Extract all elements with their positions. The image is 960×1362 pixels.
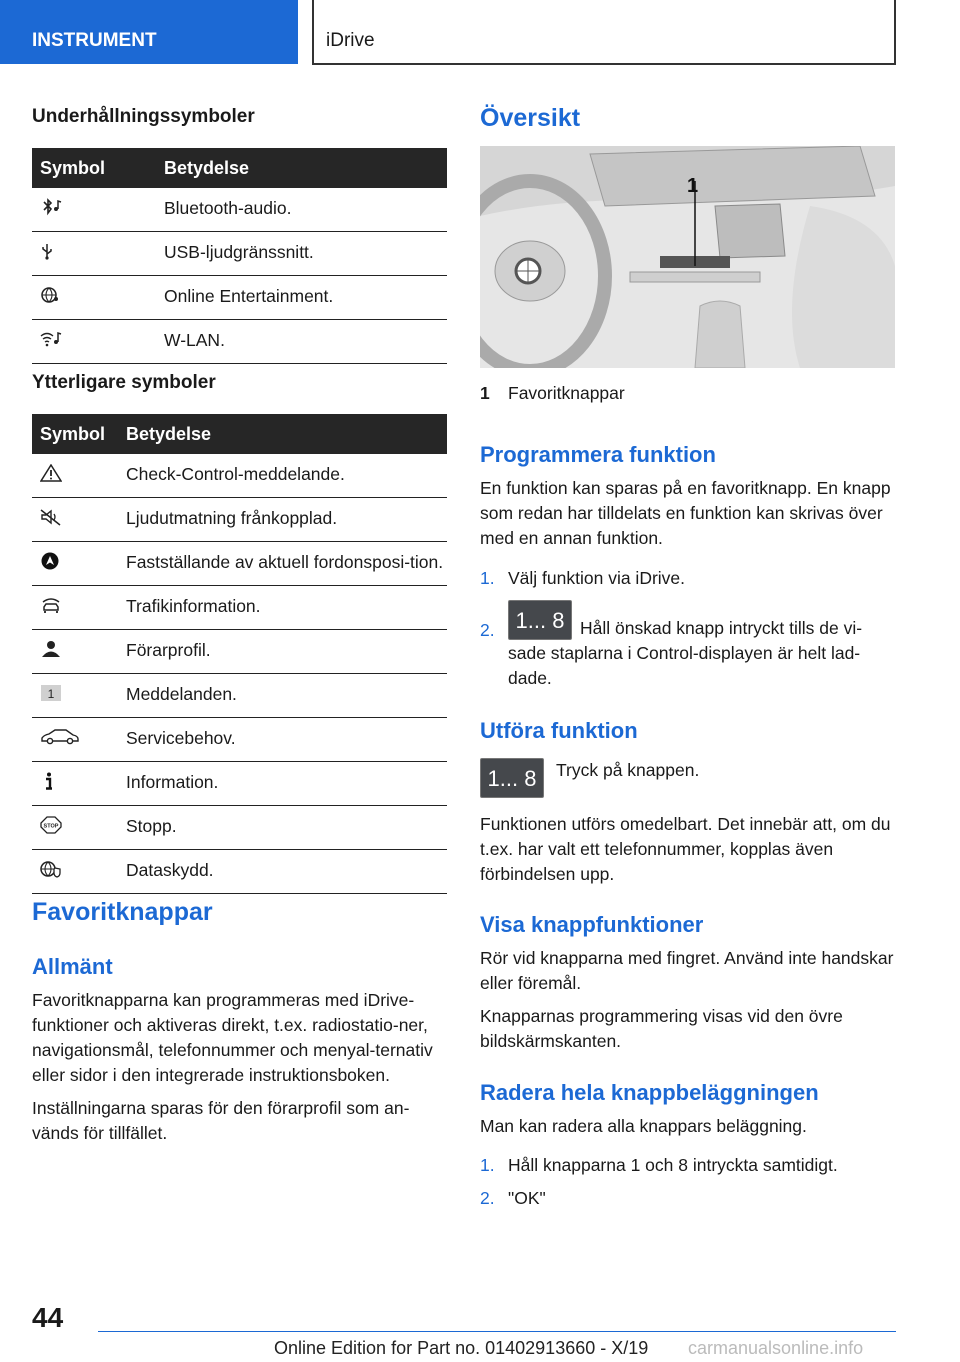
table-row [32,718,447,762]
warning-triangle-icon [40,464,62,482]
table-row [32,850,447,894]
dashboard-illustration [480,146,895,368]
execute-body: Funktionen utförs omedelbart. Det innebär att, om du t.ex. har valt ett telefonnummer, kopplas även förbindelsen upp. [480,814,891,884]
online-entertainment-icon [40,286,62,304]
table-row [32,674,447,718]
footer-edition: Online Edition for Part no. 01402913660 - X/19 [274,1338,649,1358]
symbol-meaning: Förarprofil. [118,630,447,674]
symbol-meaning: Meddelanden. [118,674,447,718]
step-text: Håll knapparna 1 och 8 intryckta samtidigt. [508,1155,838,1175]
message-icon-number: 1 [47,687,55,701]
table-row [32,542,447,586]
list-item [480,1153,895,1178]
favorite-key-button: 1... 8 [480,758,544,798]
symbol-meaning: Check-Control-meddelande. [118,454,447,498]
symbol-meaning: Bluetooth-audio. [156,188,447,232]
mute-icon [40,508,62,526]
step-number: 2. [480,1188,495,1208]
col-header-symbol: Symbol [32,148,156,188]
footer-rule [98,1331,896,1332]
step-text: "OK" [508,1188,546,1208]
step-text: Håll önskad knapp intryckt tills de vi-sade staplarna i Control-displayen är helt lad-dade. [508,618,863,688]
stop-icon-text: STOP [43,823,59,830]
chapter-tab: iDrive [312,0,896,65]
erase-title: Radera hela knappbeläggningen [480,1080,819,1105]
symbol-meaning: Online Entertainment. [156,276,447,320]
entertainment-symbol-table [32,148,447,364]
symbol-meaning: Information. [118,762,447,806]
symbol-meaning: Servicebehov. [118,718,447,762]
step-number: 2. [480,620,495,640]
show-paragraph: Rör vid knapparna med fingret. Använd inte handskar eller föremål. [480,948,894,993]
program-intro: En funktion kan sparas på en favoritknapp. En knapp som redan har tilldelats en funktion kan skrivas över med en annan funktion. [480,478,891,548]
general-paragraph: Favoritknapparna kan programmeras med iDrive-funktioner och aktiveras direkt, t.ex. radiostatio-ner, navigationsmål, telefonnummer och menyal-ternativ eller sidor i den integrerade instruktionsboken. [32,990,433,1085]
col-header-symbol: Symbol [32,414,118,454]
symbol-meaning: Fastställande av aktuell fordonsposi-tion. [118,542,447,586]
further-symbols-title: Ytterligare symboler [32,372,216,393]
entertainment-table-wrap [32,148,447,364]
traffic-info-icon [40,596,62,614]
legend-number: 1 [480,383,490,403]
symbol-meaning: Trafikinformation. [118,586,447,630]
driver-profile-icon [40,640,62,658]
table-row [32,586,447,630]
program-title: Programmera funktion [480,442,716,467]
step-number: 1. [480,568,495,588]
list-item [480,600,895,691]
symbol-meaning: W-LAN. [156,320,447,364]
data-protection-icon [40,860,62,878]
dashboard-image [480,146,895,368]
further-symbol-table [32,414,447,894]
col-header-meaning: Betydelse [118,414,447,454]
favorites-title: Favoritknappar [32,898,213,926]
page-number: 44 [32,1302,64,1333]
bluetooth-audio-icon [40,198,62,216]
table-row [32,762,447,806]
list-item [480,566,895,591]
watermark: carmanualsonline.info [688,1338,864,1358]
section-tab: INSTRUMENT [0,0,298,64]
table-row [32,276,447,320]
favorite-key-button: 1... 8 [508,600,572,640]
stop-icon [40,816,62,834]
entertainment-heading [32,106,447,128]
general-paragraph-2: Inställningarna sparas för den förarprofil som an-vänds för tillfället. [32,1098,410,1143]
car-service-icon [40,728,80,746]
symbol-meaning: Dataskydd. [118,850,447,894]
symbol-meaning: USB-ljudgränssnitt. [156,232,447,276]
message-icon [40,684,62,702]
step-number: 1. [480,1155,495,1175]
table-row [32,320,447,364]
execute-title: Utföra funktion [480,718,638,743]
table-row [32,454,447,498]
table-row [32,630,447,674]
show-title: Visa knappfunktioner [480,912,704,937]
legend-item [480,381,895,406]
wlan-audio-icon [40,330,62,348]
col-header-meaning: Betydelse [156,148,447,188]
execute-lead: Tryck på knappen. [556,760,700,780]
entertainment-title: Underhållningssymboler [32,106,255,127]
table-row [32,232,447,276]
usb-icon [40,242,62,260]
table-row [32,188,447,232]
overview-title: Översikt [480,104,581,132]
step-text: Välj funktion via iDrive. [508,568,686,588]
table-row [32,806,447,850]
callout-number: 1 [687,175,699,197]
list-item [480,1186,895,1211]
general-title: Allmänt [32,954,113,979]
info-icon [40,772,62,790]
symbol-meaning: Stopp. [118,806,447,850]
table-row [32,498,447,542]
erase-intro: Man kan radera alla knappars beläggning. [480,1116,807,1136]
show-paragraph-2: Knapparnas programmering visas vid den övre bildskärmskanten. [480,1006,843,1051]
symbol-meaning: Ljudutmatning frånkopplad. [118,498,447,542]
vehicle-position-icon [40,552,62,570]
legend-text: Favoritknappar [508,383,625,403]
